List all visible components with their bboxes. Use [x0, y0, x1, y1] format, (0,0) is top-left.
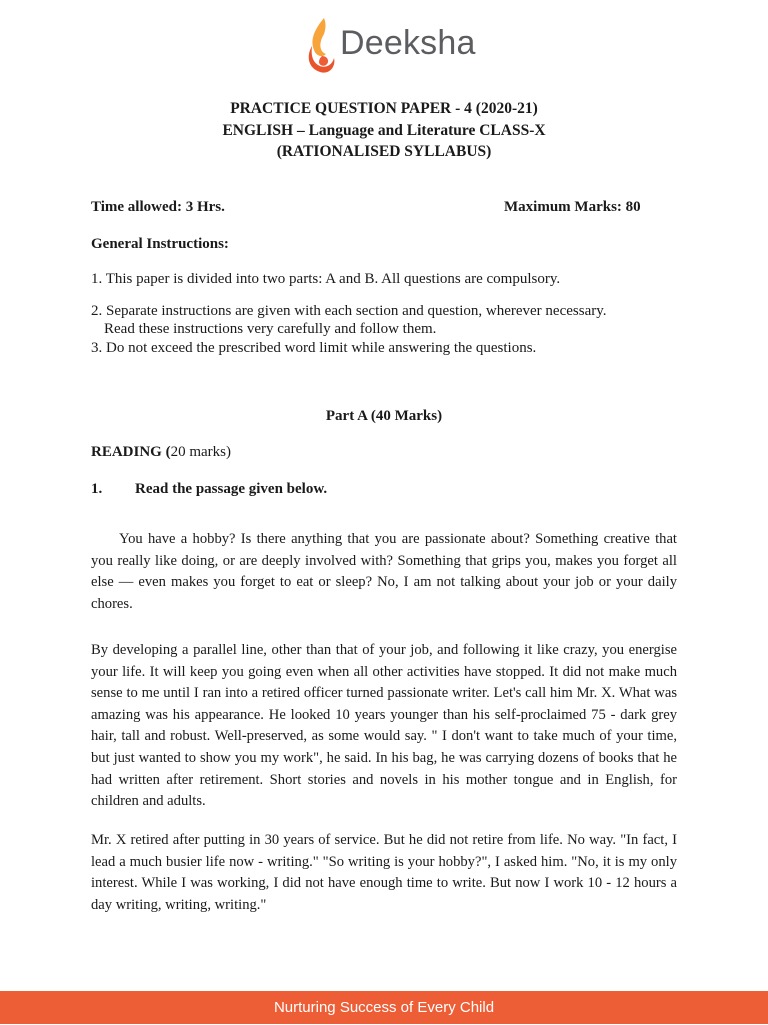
passage-paragraph-3-text: Mr. X retired after putting in 30 years of service. But he did not retire from life. No way. "In fact, I lead a much busier life now - writing." "So writing is your hobby?", I asked him. "No, it is my only interest. While I was working, I did not have enough time to write. But now I work 10 - 12 hours a day writing, writing, writing."	[91, 832, 677, 913]
logo-text: Deeksha	[340, 24, 476, 62]
maximum-marks: Maximum Marks: 80	[504, 199, 641, 215]
question-number: 1.	[91, 481, 103, 497]
part-a-title: Part A (40 Marks)	[325, 408, 443, 424]
paper-syllabus: (RATIONALISED SYLLABUS)	[276, 143, 492, 160]
time-allowed: Time allowed: 3 Hrs.	[91, 199, 225, 215]
section-reading	[91, 441, 231, 463]
deeksha-logo	[306, 16, 476, 78]
instruction-item-1: 1. This paper is divided into two parts: A and B. All questions are compulsory.	[91, 271, 561, 287]
section-reading-label: READING (	[91, 444, 171, 460]
flame-icon	[306, 16, 336, 76]
footer-bar	[0, 991, 768, 1024]
paper-subject: ENGLISH – Language and Literature CLASS-X	[222, 121, 546, 139]
footer-tagline: Nurturing Success of Every Child	[273, 999, 495, 1016]
instruction-item-3: 3. Do not exceed the prescribed word limit while answering the questions.	[91, 340, 537, 356]
section-reading-marks: 20 marks)	[170, 444, 231, 460]
passage-paragraph-2-text: By developing a parallel line, other than that of your job, and following it like crazy, you energise your life. It will keep you going even when all other activities have stopped. It did not make much sense to me until I ran into a retired officer turned passionate writer. Let's call him Mr. X. What was amazing was his appearance. He looked 10 years younger than his self-proclaimed 75 - dark grey hair, tall and robust. Well-preserved, as some would say. " I don't want to take much of your time, but just wanted to show you my work", he said. In his bag, he was carrying dozens of books that he had written after retirement. Short stories and novels in his mother tongue and in English, for children and adults.	[91, 642, 677, 810]
instruction-item-2-continued: Read these instructions very carefully and follow them.	[104, 321, 437, 337]
paper-title: PRACTICE QUESTION PAPER - 4 (2020-21)	[230, 100, 538, 117]
passage-paragraph-2	[91, 640, 677, 813]
passage-paragraph-1-text: You have a hobby? Is there anything that you are passionate about? Something creative that you really like doing, or are deeply involved with? Something that grips you, makes you forget all else — even makes you forget to eat or sleep? No, I am not talking about your job or your daily chores.	[91, 531, 677, 612]
passage-paragraph-1	[91, 529, 677, 615]
instruction-item-2: 2. Separate instructions are given with each section and question, wherever necessary.	[91, 303, 607, 319]
question-text: Read the passage given below.	[135, 481, 328, 497]
instructions-heading: General Instructions:	[91, 236, 229, 252]
passage-paragraph-3	[91, 830, 677, 916]
paper-header	[0, 98, 768, 163]
